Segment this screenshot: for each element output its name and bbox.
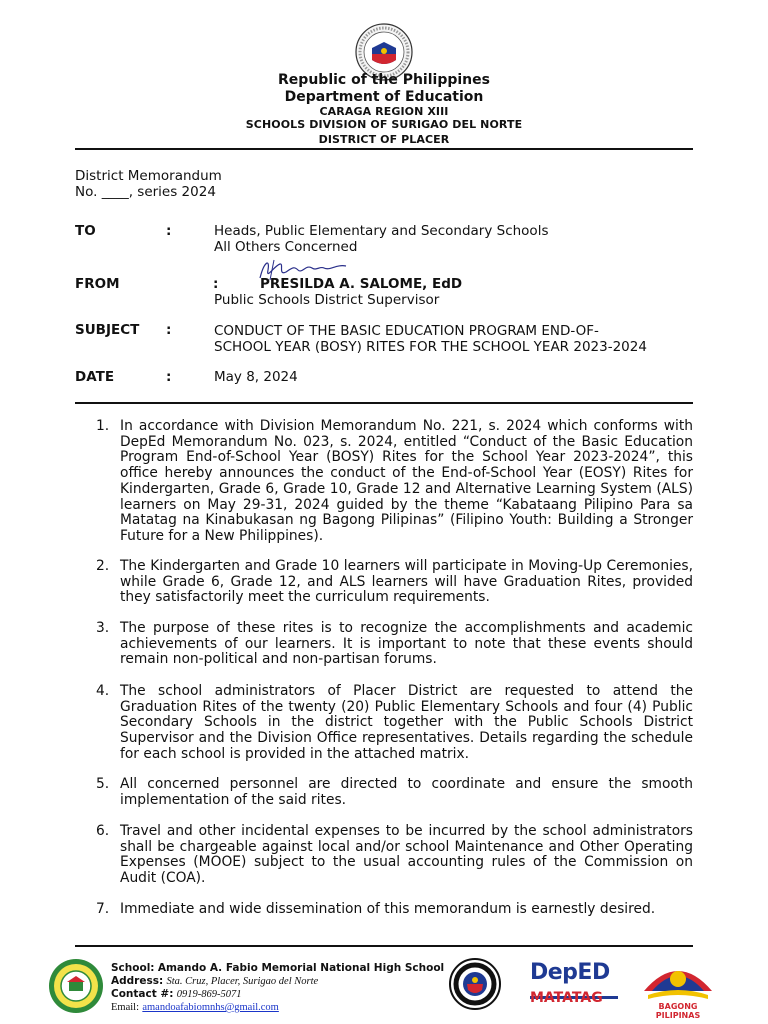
list-item: 5. All concerned personnel are directed to coordinate and ensure the smooth implementation of the said rites.	[96, 776, 693, 808]
list-item: 7. Immediate and wide dissemination of this memorandum is earnestly desired.	[96, 901, 656, 917]
bagong-pilipinas-logo: BAGONG PILIPINAS	[638, 955, 718, 1015]
date-label: DATE	[75, 369, 115, 385]
to-line-2: All Others Concerned	[214, 239, 358, 255]
header-divider	[75, 148, 693, 150]
memo-type: District Memorandum	[75, 168, 222, 184]
deped-matatag-logo: DepED MATATAG	[528, 956, 620, 1014]
header-line-2: Department of Education	[284, 89, 484, 105]
header-line-1: Republic of the Philippines	[278, 72, 490, 88]
school-seal-icon	[48, 958, 104, 1014]
footer-email: Email: amandoafabiomnhs@gmail.com	[111, 1002, 279, 1013]
header-line-3: CARAGA REGION XIII	[319, 105, 449, 118]
subject-line-1: CONDUCT OF THE BASIC EDUCATION PROGRAM END-OF-	[214, 323, 599, 339]
subject-label: SUBJECT	[75, 322, 140, 338]
memo-number: No. ____, series 2024	[75, 184, 216, 200]
email-link[interactable]: amandoafabiomnhs@gmail.com	[142, 1002, 279, 1013]
list-item: 1. In accordance with Division Memorandum No. 221, s. 2024 which conforms with DepEd Memorandum No. 023, s. 2024, entitled “Conduct of the Basic Education Program End-of-School Year (BOSY) Rites for the School Year 2023-2024”, this office hereby announces the conduct of the End-of-School Year (EOSY) Rites for Kindergarten, Grade 6, Grade 10, Grade 12 and Alternative Learning System (ALS) learners on May 29-31, 2024 guided by the theme “Kabataang Pilipino Para sa Matatag na Kinabukasan ng Bagong Pilipinas” (Filipino Youth: Building a Stronger Future for a New Philippines).	[96, 418, 693, 544]
list-item: 3. The purpose of these rites is to recognize the accomplishments and academic achievements of our learners. It is important to note that these events should remain non-political and non-partisan forums.	[96, 620, 693, 668]
date-colon: :	[166, 369, 172, 385]
from-label: FROM	[75, 276, 120, 292]
from-colon: :	[213, 276, 219, 292]
subject-colon: :	[166, 322, 172, 338]
list-item: 6. Travel and other incidental expenses to be incurred by the school administrators shall be chargeable against local and/or school Maintenance and Other Operating Expenses (MOOE) subject to the usual accounting rules of the Commission on Audit (COA).	[96, 823, 693, 887]
division-seal-icon	[449, 958, 501, 1010]
list-item: 2. The Kindergarten and Grade 10 learners will participate in Moving-Up Ceremonies, while Grade 6, Grade 12, and ALS learners will have Graduation Rites, provided they satisfactorily meet the curriculum requirements.	[96, 558, 693, 606]
footer-divider	[75, 945, 693, 947]
meta-divider	[75, 402, 693, 404]
list-item: 4. The school administrators of Placer District are requested to attend the Graduation Rites of the twenty (20) Public Elementary Schools and four (4) Public Secondary Schools in the district together with the Public Schools District Supervisor and the Division Office representatives. Details regarding the schedule for each school is provided in the attached matrix.	[96, 683, 693, 762]
footer-address: Address: Sta. Cruz, Placer, Surigao del Norte	[111, 975, 319, 987]
date-value: May 8, 2024	[214, 369, 298, 385]
footer-school: School: Amando A. Fabio Memorial National High School	[111, 962, 445, 974]
to-label: TO	[75, 223, 96, 239]
from-name: PRESILDA A. SALOME, EdD	[260, 276, 463, 292]
footer-contact: Contact #: 0919-869-5071	[111, 988, 242, 1000]
from-title: Public Schools District Supervisor	[214, 292, 440, 308]
to-line-1: Heads, Public Elementary and Secondary Schools	[214, 223, 549, 239]
to-colon: :	[166, 223, 172, 239]
header-line-5: DISTRICT OF PLACER	[318, 133, 450, 146]
subject-line-2: SCHOOL YEAR (BOSY) RITES FOR THE SCHOOL YEAR 2023-2024	[214, 339, 647, 355]
header-line-4: SCHOOLS DIVISION OF SURIGAO DEL NORTE	[245, 118, 523, 131]
